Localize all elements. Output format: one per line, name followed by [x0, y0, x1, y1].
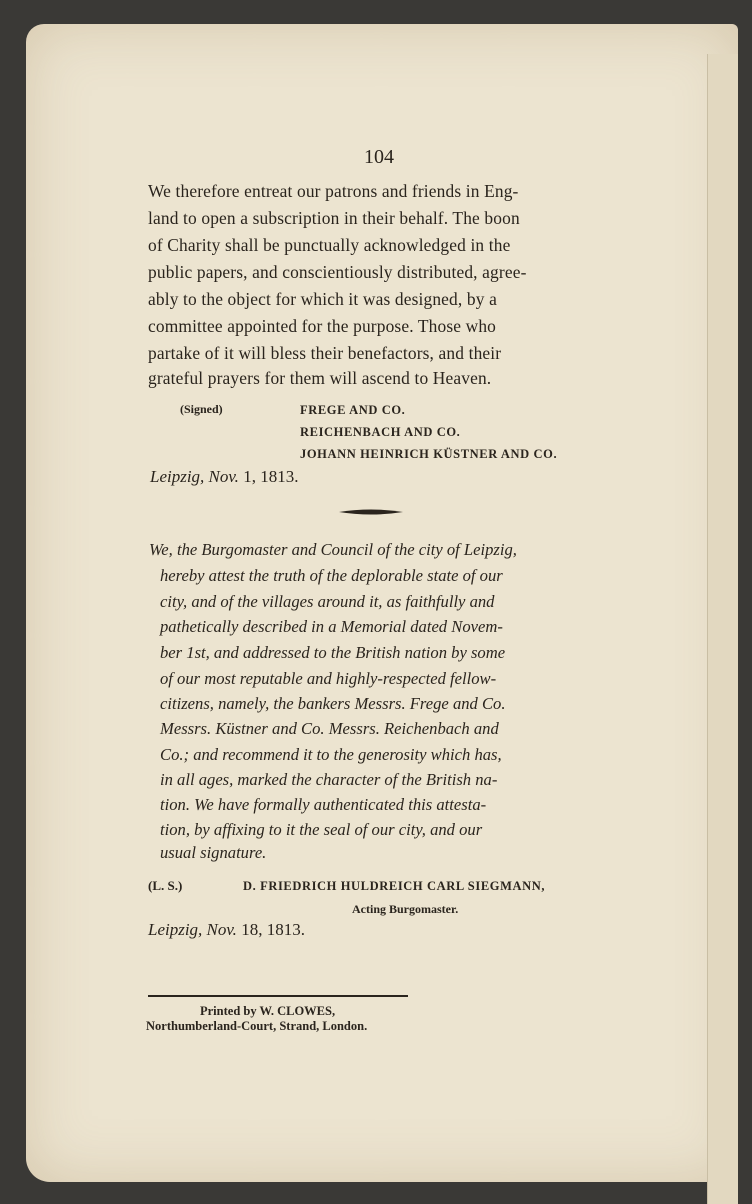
- body-line: We therefore entreat our patrons and friends in Eng-: [148, 181, 519, 201]
- printer-address: Northumberland-Court, Strand, London.: [146, 1019, 368, 1033]
- attestation-line: citizens, namely, the bankers Messrs. Frege and Co.: [160, 694, 506, 713]
- date-2: 18, 1813.: [241, 920, 305, 939]
- signatory: FREGE AND CO.: [300, 403, 406, 417]
- section-ornament: [338, 507, 404, 517]
- place-2: Leipzig, Nov.: [148, 920, 237, 939]
- signatory: JOHANN HEINRICH KÜSTNER AND CO.: [300, 447, 558, 461]
- attestation-line: ber 1st, and addressed to the British nation by some: [160, 643, 506, 662]
- signed-label: (Signed): [180, 402, 223, 416]
- body-line: of Charity shall be punctually acknowledged in the: [148, 235, 511, 255]
- place-date-1: [150, 467, 298, 487]
- body-line: public papers, and conscientiously distributed, agree-: [148, 262, 527, 282]
- attestation-line: Messrs. Küstner and Co. Messrs. Reichenbach and: [160, 719, 499, 738]
- body-line: land to open a subscription in their behalf. The boon: [148, 208, 520, 228]
- attestation-line: in all ages, marked the character of the British na-: [160, 770, 498, 789]
- place-date-2: [148, 920, 305, 940]
- attestation-line: We, the Burgomaster and Council of the city of Leipzig,: [149, 540, 517, 559]
- signatory: REICHENBACH AND CO.: [300, 425, 461, 439]
- page-number: 104: [364, 146, 394, 168]
- attestation-line: city, and of the villages around it, as faithfully and: [160, 592, 495, 611]
- attestation-line: usual signature.: [160, 843, 267, 862]
- date-1: 1, 1813.: [243, 467, 299, 486]
- seal-label: (L. S.): [148, 878, 183, 893]
- printer-line: Printed by W. CLOWES,: [200, 1004, 336, 1018]
- attestation-line: pathetically described in a Memorial dated Novem-: [160, 617, 503, 636]
- page-edge: [707, 54, 738, 1204]
- attestation-line: tion. We have formally authenticated this attesta-: [160, 795, 487, 814]
- body-line: grateful prayers for them will ascend to Heaven.: [148, 368, 492, 388]
- attestation-line: hereby attest the truth of the deplorable state of our: [160, 566, 503, 585]
- place-1: Leipzig, Nov.: [150, 467, 239, 486]
- attestation-line: of our most reputable and highly-respected fellow-: [160, 669, 497, 688]
- body-line: partake of it will bless their benefactors, and their: [148, 343, 502, 363]
- burgomaster-title: Acting Burgomaster.: [352, 902, 459, 916]
- burgomaster-name: D. FRIEDRICH HULDREICH CARL SIEGMANN,: [243, 879, 546, 893]
- attestation-line: Co.; and recommend it to the generosity which has,: [160, 745, 502, 764]
- body-line: committee appointed for the purpose. Those who: [148, 316, 497, 336]
- footer-rule: [148, 995, 408, 997]
- body-line: ably to the object for which it was designed, by a: [148, 289, 497, 309]
- attestation-line: tion, by affixing to it the seal of our city, and our: [160, 820, 483, 839]
